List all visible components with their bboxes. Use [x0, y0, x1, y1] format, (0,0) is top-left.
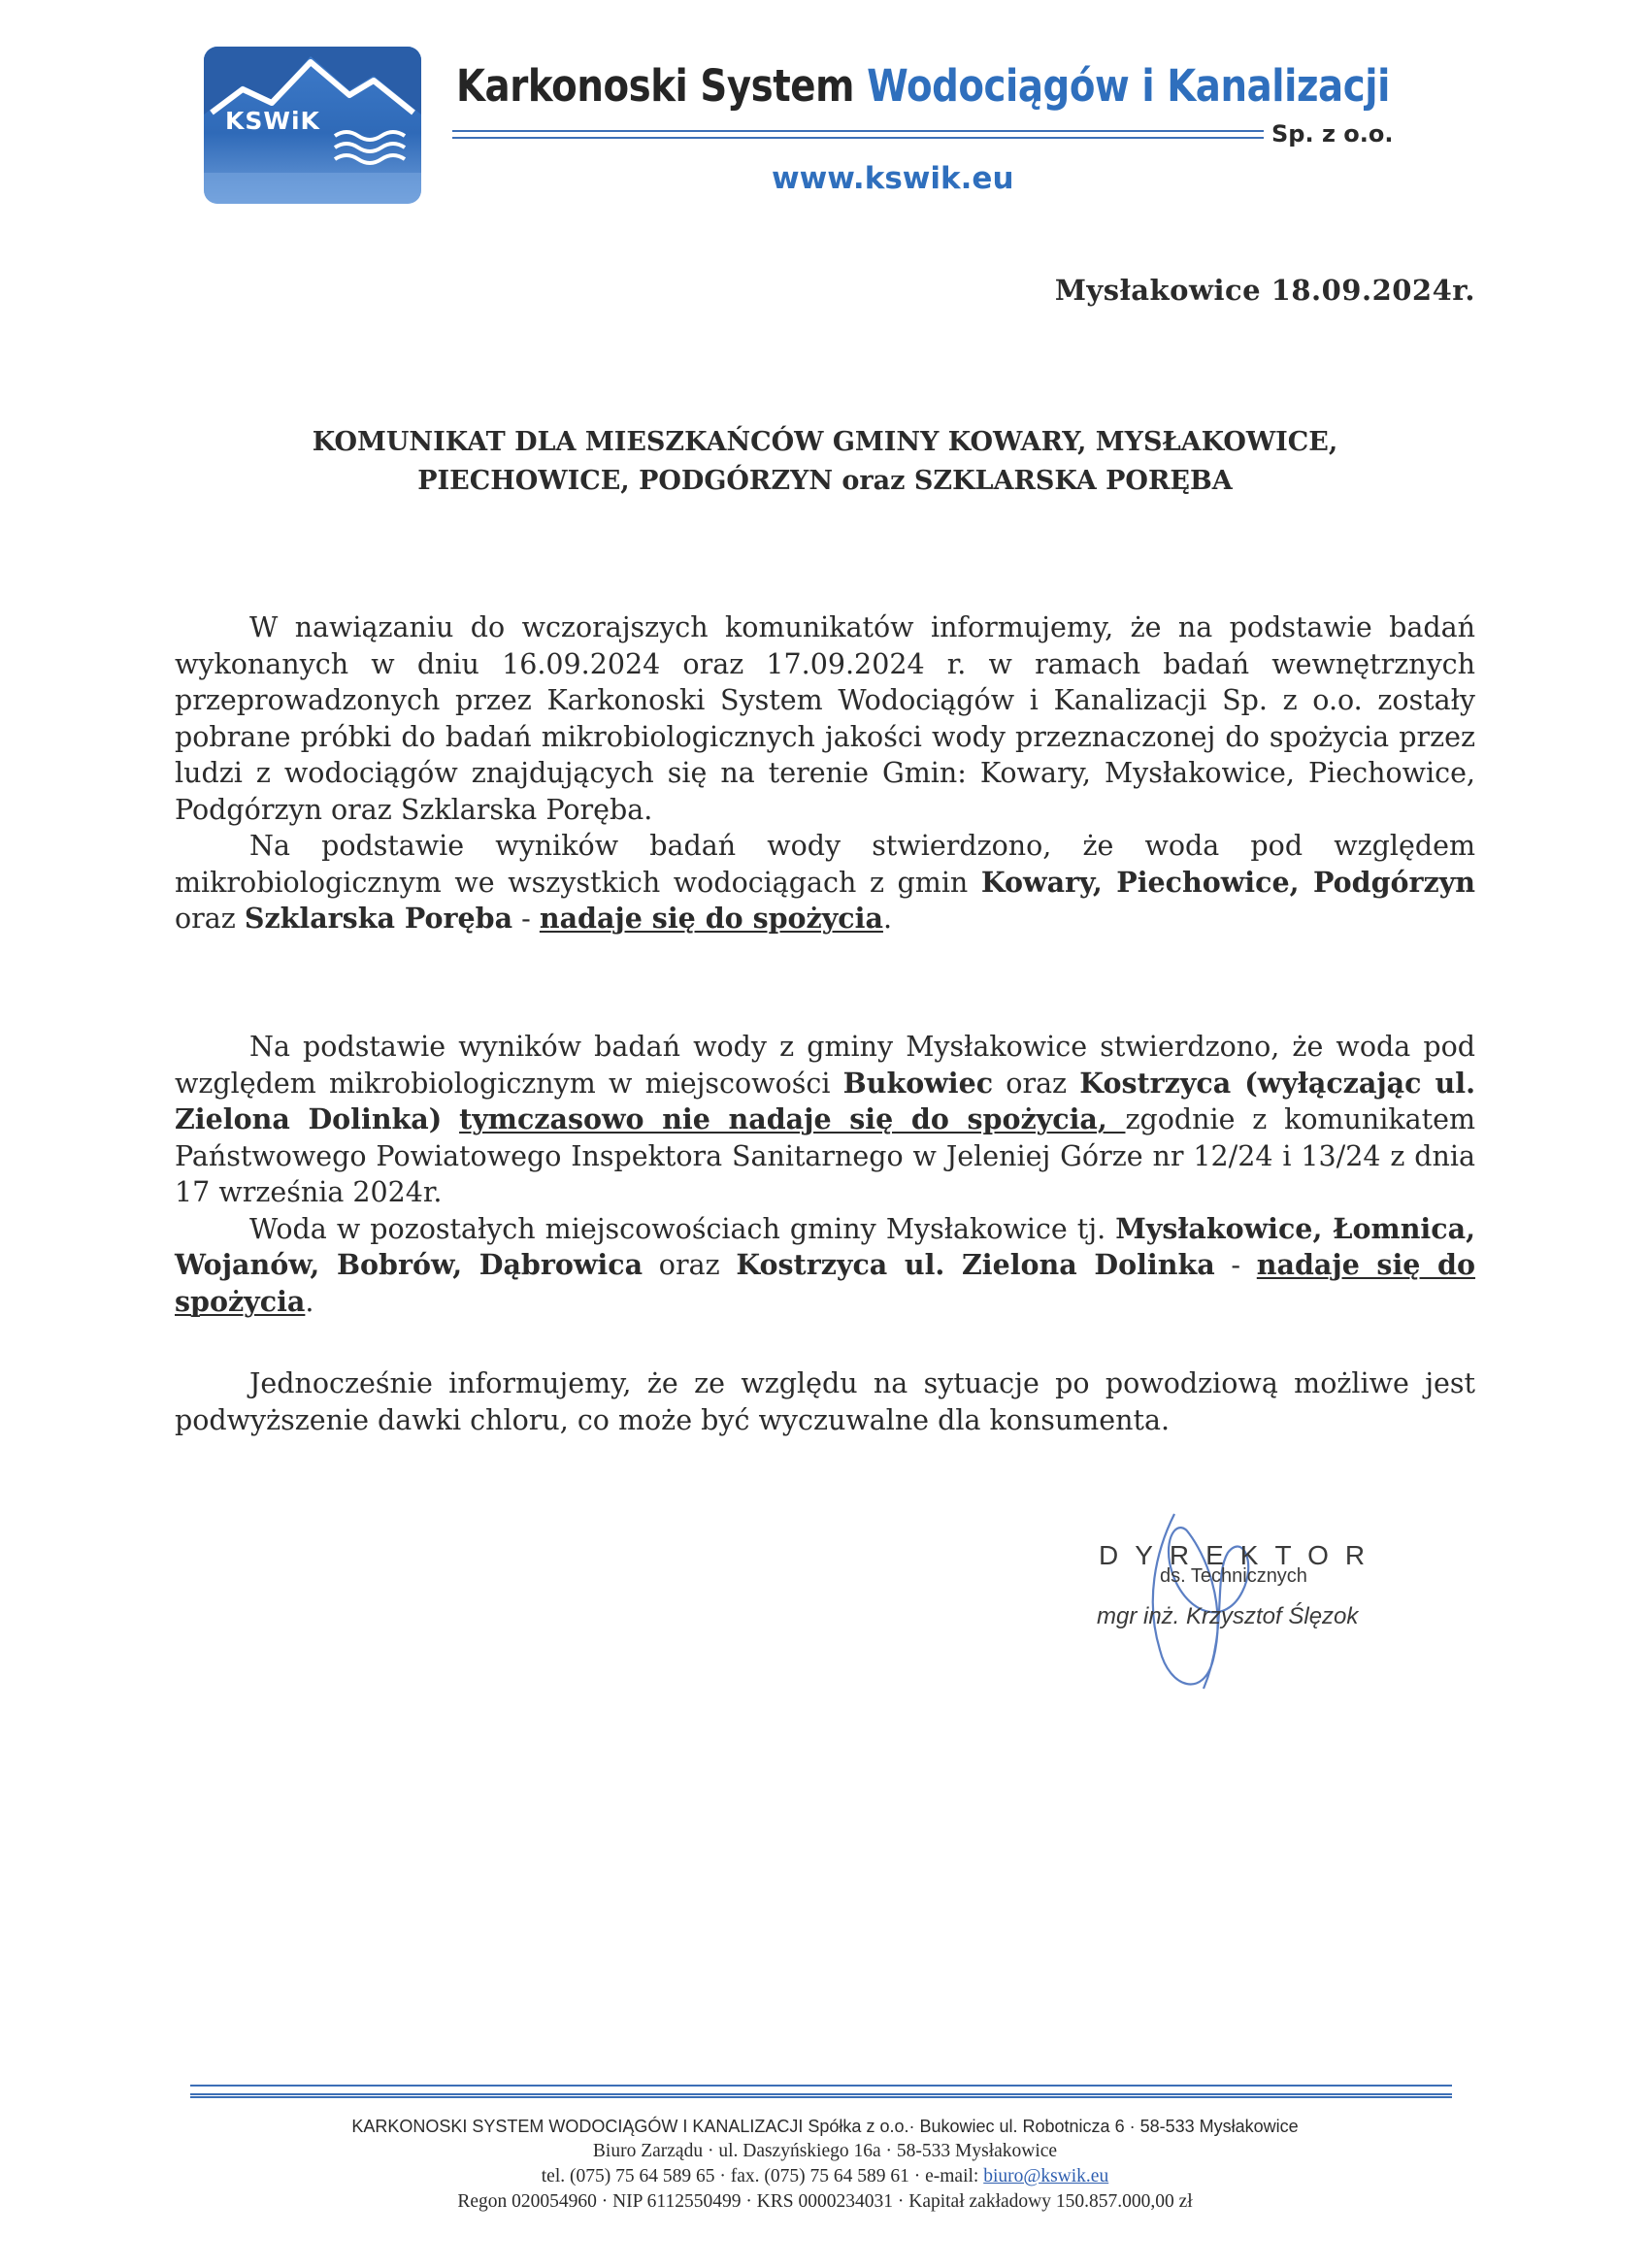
letter-title-line1: KOMUNIKAT DLA MIESZKAŃCÓW GMINY KOWARY, MYSŁAKOWICE, [312, 427, 1338, 457]
footer-phone-fax: tel. (075) 75 64 589 65 · fax. (075) 75 64 589 61 · e-mail: [541, 2166, 984, 2186]
p4-bold-2: Kostrzyca ul. Zielona Dolinka [736, 1248, 1215, 1281]
company-name [456, 60, 1390, 112]
p4-underlined: nadaje się do spożycia [175, 1248, 1475, 1318]
p3-text-3 [442, 1103, 459, 1135]
body-section-3 [175, 1365, 1475, 1438]
signature-title: DYREKTOR [1099, 1540, 1382, 1570]
header-divider [452, 130, 1264, 139]
logo-text: KSWiK [225, 107, 320, 135]
p2-bold-1: Kowary, Piechowice, Podgórzyn [980, 865, 1475, 899]
letter-date: Mysłakowice 18.09.2024r. [1054, 274, 1475, 307]
signature-role: ds. Technicznych [1160, 1565, 1307, 1587]
footer [146, 2114, 1504, 2215]
p3-text-1: Na podstawie wyników badań wody z gminy Mysłakowice stwierdzono, że woda pod względem mikrobiologicznym w miejscowości [175, 1031, 1475, 1100]
paragraph-other-localities [175, 1211, 1475, 1321]
footer-company-address: KARKONOSKI SYSTEM WODOCIĄGÓW I KANALIZACJI Spółka z o.o.· Bukowiec ul. Robotnicza 6 · 58-533 Mysłakowice [351, 2117, 1299, 2136]
p4-text-3: - [1214, 1249, 1257, 1281]
footer-office-address: Biuro Zarządu · ul. Daszyńskiego 16a · 58-533 Mysłakowice [592, 2141, 1058, 2161]
p2-text-3: - [512, 903, 540, 935]
body-section-1 [175, 609, 1475, 937]
footer-divider-secondary [190, 2096, 1452, 2098]
letter-title-line2: PIECHOWICE, PODGÓRZYN oraz SZKLARSKA PORĘBA [417, 466, 1233, 496]
p2-bold-2: Szklarska Poręba [244, 902, 513, 935]
company-name-part2: Wodociągów i Kanalizacji [867, 60, 1390, 112]
company-logo [204, 47, 421, 204]
footer-email-link[interactable]: biuro@kswik.eu [983, 2166, 1109, 2186]
p2-text-2: oraz [175, 903, 245, 935]
p3-bold-2: Kostrzyca (wyłączając ul. Zielona Dolinka) [175, 1066, 1476, 1135]
company-suffix: Sp. z o.o. [1271, 120, 1394, 148]
p4-text-4: . [305, 1285, 314, 1318]
company-name-part1: Karkonoski System [456, 60, 868, 112]
p2-text-4: . [882, 903, 893, 935]
p2-text-1: Na podstawie wyników badań wody stwierdzono, że woda pod względem mikrobiologicznym we wszystkich wodociągach z gmin [175, 830, 1475, 899]
body-section-2 [175, 1029, 1475, 1320]
signature-name: mgr inż. Krzysztof Ślęzok [1097, 1603, 1359, 1629]
handwritten-signature [1136, 1495, 1271, 1708]
p4-bold-1: Mysłakowice, Łomnica, Wojanów, Bobrów, Dąbrowica [175, 1211, 1475, 1281]
p2-underlined: nadaje się do spożycia [539, 902, 883, 935]
footer-divider [190, 2085, 1452, 2095]
p3-text-4: zgodnie z komunikatem Państwowego Powiatowego Inspektora Sanitarnego w Jeleniej Górze nr 12/24 i 13/24 z dnia 17 września 2024r. [175, 1103, 1475, 1208]
paragraph-chlorine-notice: Jednocześnie informujemy, że ze względu na sytuacje po powodziową możliwe jest podwyższenie dawki chloru, co może być wyczuwalne dla konsumenta. [175, 1367, 1475, 1436]
p4-text-2: oraz [643, 1249, 737, 1281]
p3-text-2: oraz [993, 1067, 1080, 1100]
paragraph-results-ok [175, 828, 1475, 937]
footer-registration: Regon 020054960 · NIP 6112550499 · KRS 0000234031 · Kapitał zakładowy 150.857.000,00 zł [457, 2191, 1193, 2212]
paragraph-intro: W nawiązaniu do wczorajszych komunikatów informujemy, że na podstawie badań wykonanych w dniu 16.09.2024 oraz 17.09.2024 r. w ramach badań wewnętrznych przeprowadzonych przez Karkonoski System Wodociągów i Kanalizacji Sp. z o.o. zostały pobrane próbki do badań mikrobiologicznych jakości wody przeznaczonej do spożycia przez ludzi z wodociągów znajdujących się na terenie Gmin: Kowary, Mysłakowice, Piechowice, Podgórzyn oraz Szklarska Poręba. [175, 611, 1475, 826]
p3-underlined: tymczasowo nie nadaje się do spożycia, [459, 1102, 1126, 1135]
p4-text-1: Woda w pozostałych miejscowościach gminy Mysłakowice tj. [249, 1212, 1116, 1245]
footer-contact [146, 2164, 1504, 2189]
p3-bold-1: Bukowiec [842, 1066, 994, 1100]
paragraph-results-not-ok [175, 1029, 1475, 1211]
website-link[interactable]: www.kswik.eu [772, 161, 1014, 196]
